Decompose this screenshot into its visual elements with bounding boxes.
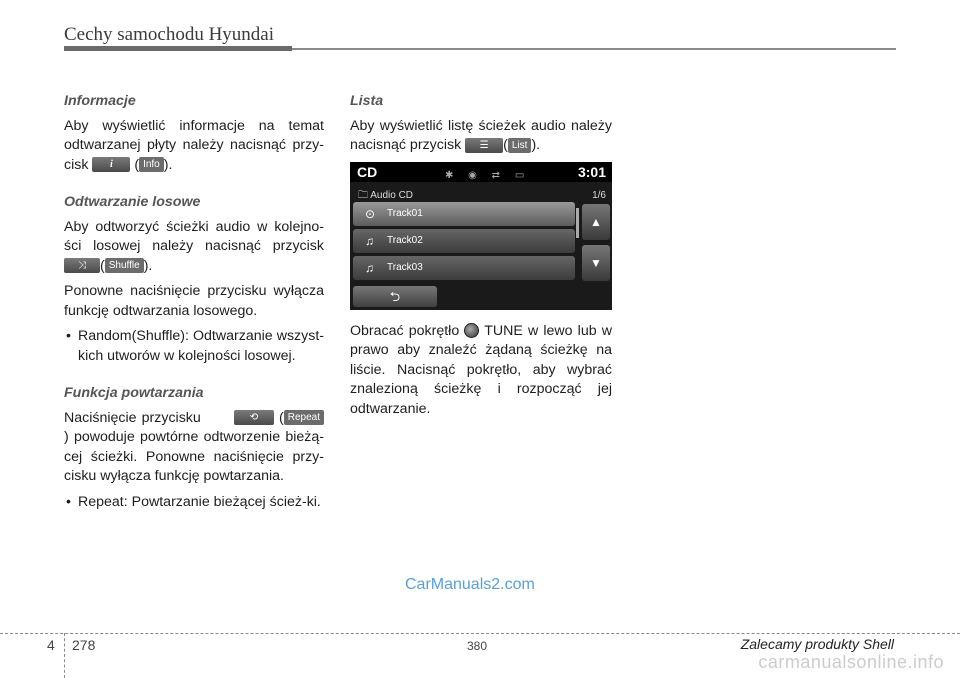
- list-heading: Lista: [350, 93, 384, 109]
- list-text: Aby wyświetlić listę ścieżek audio należy nacisnąć przycisk ☰ ( List ).: [350, 117, 612, 153]
- shuffle-text-after: ).: [143, 257, 153, 274]
- music-note-icon: ♫: [365, 260, 374, 275]
- bluetooth-icon: ✱ ◉ ⇄ ▭: [445, 169, 531, 181]
- repeat-bullet: • Repeat: Powtarzanie bieżącej ścież-ki.: [64, 493, 324, 513]
- left-column: [64, 92, 324, 530]
- shuffle-heading: Odtwarzanie losowe: [64, 194, 201, 210]
- info-section: [64, 92, 324, 175]
- list-text-after: ).: [531, 137, 541, 153]
- tune-text: [350, 322, 612, 420]
- track-name: Track03: [387, 261, 423, 273]
- back-button[interactable]: ⮌: [353, 286, 437, 307]
- track-name: Track01: [387, 207, 423, 219]
- info-heading: Informacje: [64, 93, 136, 109]
- track-name: Track02: [387, 234, 423, 246]
- repeat-text-before: Naciśnięcie przycisku: [64, 409, 201, 426]
- scroll-down-button[interactable]: ▼: [582, 245, 610, 281]
- list-button-icon: ☰: [465, 138, 503, 153]
- footer-separator: [64, 633, 65, 678]
- footer-page-number: 278: [72, 637, 96, 653]
- right-column: [350, 92, 612, 425]
- tune-text-body: TUNE w lewo lub w prawo aby znaleźć żądaną ścieżkę na liście. Nacisnąć pokrętło, aby wybrać znalezioną ścieżkę i rozpocząć jej odtwarzanie.: [350, 322, 612, 417]
- scroll-up-button[interactable]: ▲: [582, 204, 610, 240]
- info-label: Info: [139, 157, 164, 172]
- track-item[interactable]: [353, 256, 575, 280]
- shuffle-label: Shuffle: [105, 258, 144, 273]
- cd-list-screen: [350, 162, 612, 310]
- info-text: Aby wyświetlić informacje na temat odtwarzanej płyty należy nacisnąć przy-cisk i ( Info ).: [64, 117, 324, 173]
- footer-center-number: 380: [467, 639, 488, 653]
- footer-slogan: Zalecamy produkty Shell: [740, 636, 894, 652]
- watermark-carmanuals2: CarManuals2.com: [405, 576, 535, 593]
- watermark-carmanualsonline: carmanualsonline.info: [758, 652, 944, 672]
- tune-knob-icon: [464, 323, 479, 338]
- play-icon: ⊙: [365, 206, 376, 221]
- repeat-label: Repeat: [284, 410, 324, 425]
- repeat-button-icon: ⟲: [234, 410, 274, 425]
- repeat-bullets: [64, 493, 324, 513]
- footer-section-number: 4: [47, 637, 55, 653]
- list-label: List: [508, 138, 532, 153]
- page-header-title: Cechy samochodu Hyundai: [64, 24, 275, 45]
- info-button-icon: i: [92, 157, 130, 172]
- info-text-after: ).: [163, 156, 173, 173]
- list-text-body: Aby wyświetlić listę ścieżek audio należy nacisnąć przycisk: [350, 117, 612, 153]
- header-rule-accent: [64, 46, 292, 51]
- screen-time: 3:01: [577, 163, 606, 180]
- shuffle-text: Aby odtworzyć ścieżki audio w kolejno-ści losowej należy nacisnąć przycisk ⤨ ( Shuffle ).: [64, 218, 324, 274]
- shuffle-bullets: [64, 327, 324, 366]
- repeat-heading: Funkcja powtarzania: [64, 385, 204, 401]
- info-text-body: Aby wyświetlić informacje na temat odtwarzanej płyty należy nacisnąć przy-cisk: [64, 117, 324, 173]
- music-note-icon: ♫: [365, 233, 374, 248]
- list-scrollbar[interactable]: [576, 208, 579, 238]
- repeat-text-body: ) powoduje powtórne odtworzenie bieżą-cej ścieżki. Ponowne naciśnięcie przy-cisku wyłącza funkcję powtarzania.: [64, 429, 324, 484]
- shuffle-button-icon: ⤨: [64, 258, 100, 273]
- repeat-section: [64, 384, 324, 512]
- shuffle-bullet: • Random(Shuffle): Odtwarzanie wszyst-kich utworów w kolejności losowej.: [64, 327, 324, 366]
- footer-rule: [0, 633, 960, 634]
- shuffle-section: [64, 193, 324, 366]
- screen-folder-name: Audio CD: [370, 189, 414, 201]
- folder-icon: 🗀: [358, 189, 371, 201]
- tune-text-before: Obracać pokrętło: [350, 322, 460, 339]
- screen-track-count: 1/6: [592, 189, 606, 201]
- shuffle-text-body: Aby odtworzyć ścieżki audio w kolejno-ści losowej należy nacisnąć przycisk: [64, 218, 324, 254]
- track-item[interactable]: [353, 202, 575, 226]
- track-item[interactable]: [353, 229, 575, 253]
- screen-mode: CD: [357, 163, 378, 180]
- repeat-text: Naciśnięcie przycisku ⟲ ( Repeat) powoduje powtórne odtworzenie bieżą-cej ścieżki. Ponowne naciśnięcie przy-cisku wyłącza funkcję powtarzania.: [64, 409, 324, 484]
- shuffle-text-2: Ponowne naciśnięcie przycisku wyłącza funkcję odtwarzania losowego.: [64, 283, 324, 319]
